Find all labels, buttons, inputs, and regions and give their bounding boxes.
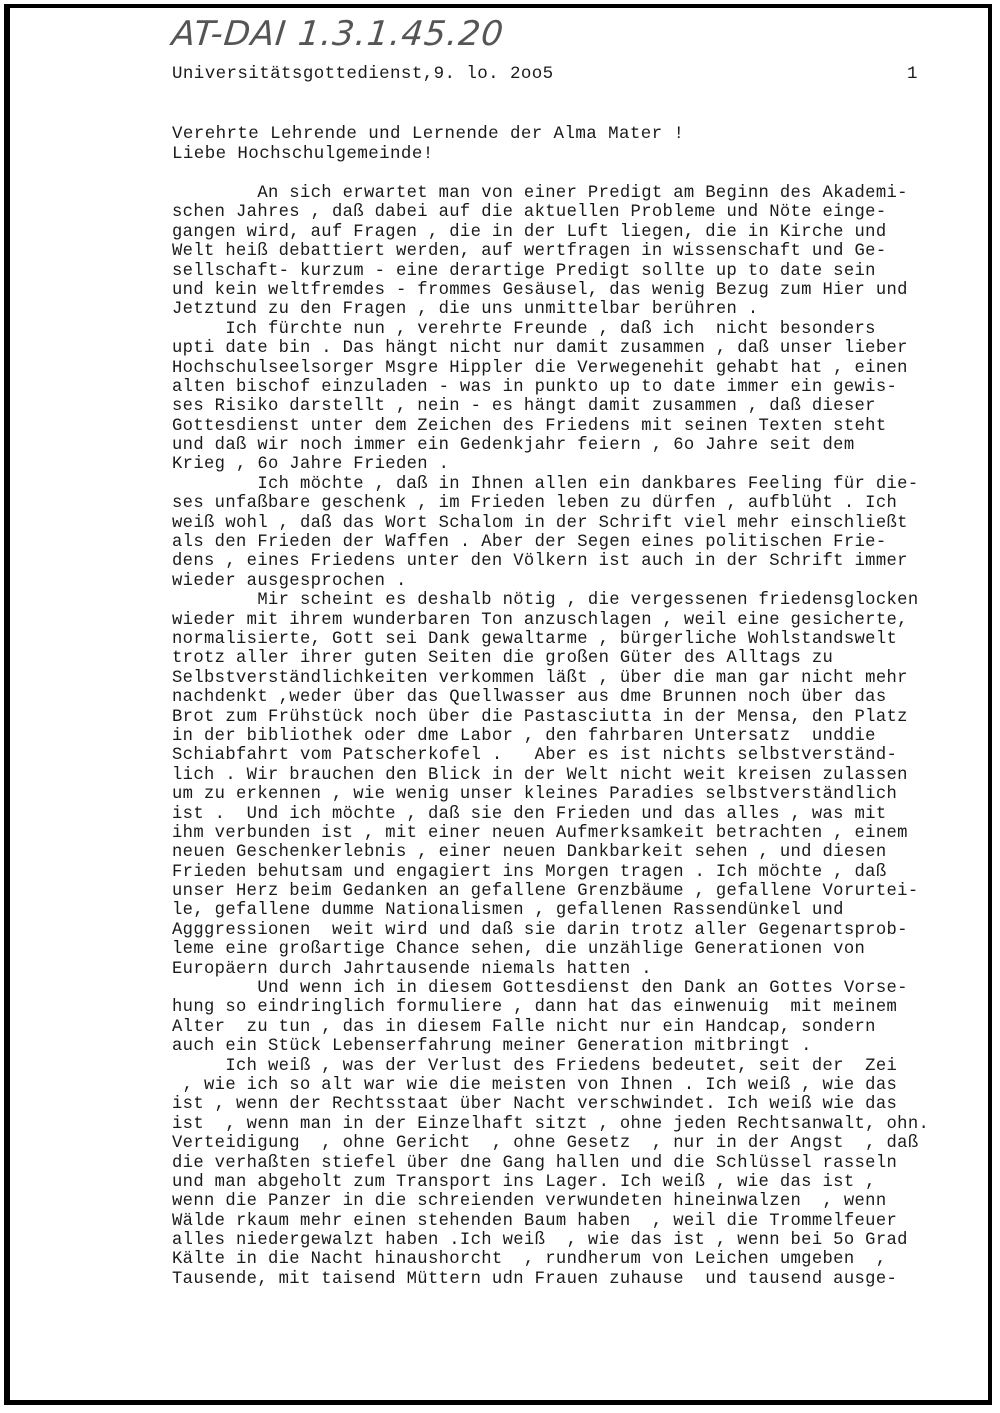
page-number: 1 xyxy=(907,64,918,84)
body-line: Ich möchte , daß in Ihnen allen ein dankbares Feeling für die- xyxy=(172,474,919,494)
body-line: Selbstverständlichkeiten verkommen läßt , über die man gar nicht mehr xyxy=(172,668,908,688)
body-line: hung so eindringlich formuliere , dann hat das einwenuig mit meinem xyxy=(172,998,898,1018)
body-line: Jetztund zu den Fragen , die uns unmittelbar berühren . xyxy=(172,300,759,320)
body-line: Alter zu tun , das in diesem Falle nicht nur ein Handcap, sondern xyxy=(172,1017,876,1037)
body-line: auch ein Stück Lebenserfahrung meiner Generation mitbringt . xyxy=(172,1037,812,1057)
body-line: und kein weltfremdes - frommes Gesäusel, das wenig Bezug zum Hier und xyxy=(172,280,908,300)
body-line: alten bischof einzuladen - was in punkto up to date immer ein gewis- xyxy=(172,377,898,397)
body-line: Verteidigung , ohne Gericht , ohne Gesetz , nur in der Angst , daß xyxy=(172,1134,919,1154)
body-line: als den Frieden der Waffen . Aber der Segen eines politischen Frie- xyxy=(172,533,887,553)
body-line: Frieden behutsam und engagiert ins Morgen tragen . Ich möchte , daß xyxy=(172,862,887,882)
archive-signature: AT-DAI 1.3.1.45.20 xyxy=(169,14,507,54)
body-line: wenn die Panzer in die schreienden verwundeten hineinwalzen , wenn xyxy=(172,1192,887,1212)
body-line: Ich fürchte nun , verehrte Freunde , daß ich nicht besonders xyxy=(172,319,876,339)
salutation-line: Verehrte Lehrende und Lernende der Alma Mater ! xyxy=(172,124,685,144)
body-line: ses Risiko darstellt , nein - es hängt damit zusammen , daß dieser xyxy=(172,397,876,417)
body-line: ist , wenn der Rechtsstaat über Nacht verschwindet. Ich weiß wie das xyxy=(172,1095,898,1115)
body-line: neuen Geschenkerlebnis , einer neuen Dankbarkeit sehen , und diesen xyxy=(172,843,887,863)
body-line: Krieg , 6o Jahre Frieden . xyxy=(172,455,450,475)
body-line: Schiabfahrt vom Patscherkofel . Aber es ist nichts selbstverständ- xyxy=(172,746,898,766)
body-line: schen Jahres , daß dabei auf die aktuellen Probleme und Nöte einge- xyxy=(172,203,887,223)
body-line: Und wenn ich in diesem Gottesdienst den Dank an Gottes Vorse- xyxy=(172,979,908,999)
body-line: die verhaßten stiefel über dne Gang hallen und die Schlüssel rasseln xyxy=(172,1153,898,1173)
body-line: An sich erwartet man von einer Predigt am Beginn des Akademi- xyxy=(172,184,908,203)
body-line: Tausende, mit taisend Müttern udn Frauen zuhause und tausend ausge- xyxy=(172,1269,898,1289)
body-line: nachdenkt ,weder über das Quellwasser aus dme Brunnen noch über das xyxy=(172,688,887,708)
body-line: leme eine großartige Chance sehen, die unzählige Generationen von xyxy=(172,940,866,960)
body-line: ist , wenn man in der Einzelhaft sitzt , ohne jeden Rechtsanwalt, ohn. xyxy=(172,1114,930,1134)
body-line: Agggressionen weit wird und daß sie darin trotz aller Gegenartsprob- xyxy=(172,920,908,940)
body-line: weiß wohl , daß das Wort Schalom in der Schrift viel mehr einschließt xyxy=(172,513,908,533)
body-line: in der bibliothek oder dme Labor , den fahrbaren Untersatz unddie xyxy=(172,726,876,746)
sermon-body xyxy=(172,184,972,1289)
body-line: gangen wird, auf Fragen , die in der Luft liegen, die in Kirche und xyxy=(172,222,887,242)
body-line: Brot zum Frühstück noch über die Pastasciutta in der Mensa, den Platz xyxy=(172,707,908,727)
salutation-line: Liebe Hochschulgemeinde! xyxy=(172,144,434,164)
body-line: lich . Wir brauchen den Blick in der Welt nicht weit kreisen zulassen xyxy=(172,765,908,785)
body-line: normalisierte, Gott sei Dank gewaltarme , bürgerliche Wohlstandswelt xyxy=(172,629,898,649)
body-line: wieder mit ihrem wunderbaren Ton anzuschlagen , weil eine gesicherte, xyxy=(172,610,908,630)
body-line: Ich weiß , was der Verlust des Friedens bedeutet, seit der Zei xyxy=(172,1056,898,1076)
body-line: und daß wir noch immer ein Gedenkjahr feiern , 6o Jahre seit dem xyxy=(172,436,855,456)
body-line: um zu erkennen , wie wenig unser kleines Paradies selbstverständlich xyxy=(172,785,898,805)
body-line: Europäern durch Jahrtausende niemals hatten . xyxy=(172,959,652,979)
body-line: ses unfaßbare geschenk , im Frieden leben zu dürfen , aufblüht . Ich xyxy=(172,494,898,514)
salutation xyxy=(172,124,684,164)
body-line: trotz aller ihrer guten Seiten die großen Güter des Alltags zu xyxy=(172,649,834,669)
body-line: ihm verbunden ist , mit einer neuen Aufmerksamkeit betrachten , einem xyxy=(172,823,908,843)
body-line: Hochschulseelsorger Msgre Hippler die Verwegenehit gehabt hat , einen xyxy=(172,358,908,378)
body-line: le, gefallene dumme Nationalismen , gefallenen Rassendünkel und xyxy=(172,901,844,921)
body-line: sellschaft- kurzum - eine derartige Predigt sollte up to date sein xyxy=(172,261,876,281)
body-line: Welt heiß debattiert werden, auf wertfragen in wissenschaft und Ge- xyxy=(172,242,887,262)
body-line: , wie ich so alt war wie die meisten von Ihnen . Ich weiß , wie das xyxy=(172,1075,898,1095)
body-line: und man abgeholt zum Transport ins Lager. Ich weiß , wie das ist , xyxy=(172,1172,876,1192)
body-line: Gottesdienst unter dem Zeichen des Friedens mit seinen Texten steht xyxy=(172,416,887,436)
body-line: alles niedergewalzt haben .Ich weiß , wie das ist , wenn bei 5o Grad xyxy=(172,1231,908,1251)
body-line: upti date bin . Das hängt nicht nur damit zusammen , daß unser lieber xyxy=(172,339,908,359)
body-line: Wälde rkaum mehr einen stehenden Baum haben , weil die Trommelfeuer xyxy=(172,1211,898,1231)
body-line: ist . Und ich möchte , daß sie den Frieden und das alles , was mit xyxy=(172,804,887,824)
body-line: dens , eines Friedens unter den Völkern ist auch in der Schrift immer xyxy=(172,552,908,572)
document-header-title: Universitätsgottedienst,9. lo. 2oo5 xyxy=(172,64,554,84)
body-line: Kälte in die Nacht hinaushorcht , rundherum von Leichen umgeben , xyxy=(172,1250,887,1270)
body-line: Mir scheint es deshalb nötig , die vergessenen friedensglocken xyxy=(172,591,919,611)
body-line: unser Herz beim Gedanken an gefallene Grenzbäume , gefallene Vorurtei- xyxy=(172,882,919,902)
body-line: wieder ausgesprochen . xyxy=(172,571,407,591)
